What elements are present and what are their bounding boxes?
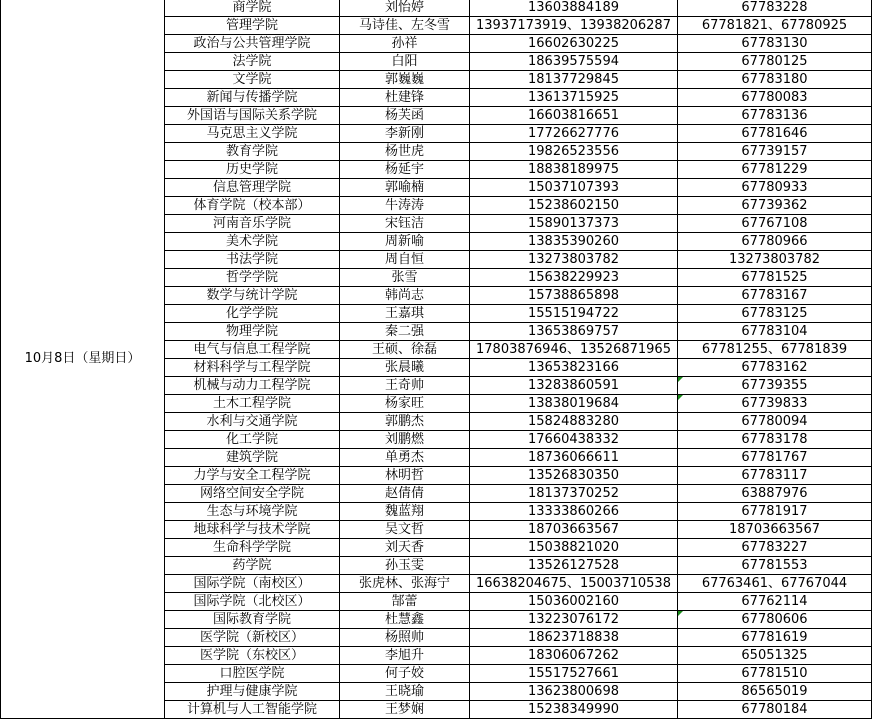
college-cell: 医学院（东校区） [165, 647, 340, 665]
office-phone-cell: 67783136 [678, 107, 872, 125]
office-phone-cell: 67783227 [678, 539, 872, 557]
college-cell: 新闻与传播学院 [165, 89, 340, 107]
college-cell: 外国语与国际关系学院 [165, 107, 340, 125]
contact-cell: 李新刚 [340, 125, 470, 143]
mobile-cell: 15638229923 [470, 269, 678, 287]
mobile-cell: 15890137373 [470, 215, 678, 233]
mobile-cell: 18623718838 [470, 629, 678, 647]
college-cell: 体育学院（校本部） [165, 197, 340, 215]
office-phone-cell: 67739355 [678, 377, 872, 395]
college-cell: 材料科学与工程学院 [165, 359, 340, 377]
mobile-cell: 18703663567 [470, 521, 678, 539]
office-phone-cell: 63887976 [678, 485, 872, 503]
contact-cell: 周新喻 [340, 233, 470, 251]
table-body [1, 0, 872, 719]
college-cell: 口腔医学院 [165, 665, 340, 683]
mobile-cell: 13653823166 [470, 359, 678, 377]
college-cell: 马克思主义学院 [165, 125, 340, 143]
contact-cell: 单勇杰 [340, 449, 470, 467]
contact-cell: 张雪 [340, 269, 470, 287]
office-phone-cell: 67780125 [678, 53, 872, 71]
office-phone-cell: 67783228 [678, 0, 872, 17]
mobile-cell: 13526830350 [470, 467, 678, 485]
contact-cell: 杜慧鑫 [340, 611, 470, 629]
college-cell: 法学院 [165, 53, 340, 71]
contact-cell: 刘怡婷 [340, 0, 470, 17]
contact-cell: 孙玉雯 [340, 557, 470, 575]
mobile-cell: 19826523556 [470, 143, 678, 161]
office-phone-cell: 18703663567 [678, 521, 872, 539]
mobile-cell: 13937173919、13938206287 [470, 17, 678, 35]
office-phone-cell: 67739362 [678, 197, 872, 215]
mobile-cell: 13613715925 [470, 89, 678, 107]
contact-cell: 王晓瑜 [340, 683, 470, 701]
contact-cell: 李旭升 [340, 647, 470, 665]
office-phone-cell: 67763461、67767044 [678, 575, 872, 593]
contact-cell: 秦二强 [340, 323, 470, 341]
contact-cell: 魏蓝翔 [340, 503, 470, 521]
office-phone-cell: 67783162 [678, 359, 872, 377]
mobile-cell: 15515194722 [470, 305, 678, 323]
college-cell: 药学院 [165, 557, 340, 575]
office-phone-cell: 67783180 [678, 71, 872, 89]
college-cell: 化工学院 [165, 431, 340, 449]
office-phone-cell: 86565019 [678, 683, 872, 701]
contact-cell: 杨世虎 [340, 143, 470, 161]
contact-cell: 郭鹏杰 [340, 413, 470, 431]
college-cell: 历史学院 [165, 161, 340, 179]
office-phone-cell: 67783178 [678, 431, 872, 449]
office-phone-cell: 67783104 [678, 323, 872, 341]
office-phone-cell: 67783167 [678, 287, 872, 305]
college-cell: 水利与交通学院 [165, 413, 340, 431]
mobile-cell: 17726627776 [470, 125, 678, 143]
contact-cell: 杨延宇 [340, 161, 470, 179]
mobile-cell: 15238349990 [470, 701, 678, 719]
contact-cell: 郭巍巍 [340, 71, 470, 89]
office-phone-cell: 67781525 [678, 269, 872, 287]
mobile-cell: 13273803782 [470, 251, 678, 269]
contact-cell: 刘鹏燃 [340, 431, 470, 449]
contact-cell: 郜蕾 [340, 593, 470, 611]
office-phone-cell: 67781510 [678, 665, 872, 683]
office-phone-cell: 67781767 [678, 449, 872, 467]
mobile-cell: 16602630225 [470, 35, 678, 53]
office-phone-cell: 67739833 [678, 395, 872, 413]
college-cell: 书法学院 [165, 251, 340, 269]
college-cell: 物理学院 [165, 323, 340, 341]
college-cell: 生命科学学院 [165, 539, 340, 557]
contact-cell: 杨家旺 [340, 395, 470, 413]
contact-cell: 王梦娴 [340, 701, 470, 719]
mobile-cell: 16603816651 [470, 107, 678, 125]
office-phone-cell: 67781917 [678, 503, 872, 521]
college-cell: 哲学学院 [165, 269, 340, 287]
contact-cell: 王奇帅 [340, 377, 470, 395]
mobile-cell: 13223076172 [470, 611, 678, 629]
contact-cell: 何子姣 [340, 665, 470, 683]
college-cell: 力学与安全工程学院 [165, 467, 340, 485]
office-phone-cell: 67739157 [678, 143, 872, 161]
contact-cell: 韩尚志 [340, 287, 470, 305]
table-row [1, 0, 872, 17]
contact-cell: 吴文哲 [340, 521, 470, 539]
contact-cell: 王嘉琪 [340, 305, 470, 323]
college-cell: 土木工程学院 [165, 395, 340, 413]
contact-cell: 张晨曦 [340, 359, 470, 377]
college-cell: 国际学院（北校区） [165, 593, 340, 611]
office-phone-cell: 67781646 [678, 125, 872, 143]
college-cell: 化学学院 [165, 305, 340, 323]
office-phone-cell: 67781619 [678, 629, 872, 647]
mobile-cell: 13283860591 [470, 377, 678, 395]
mobile-cell: 18639575594 [470, 53, 678, 71]
college-cell: 计算机与人工智能学院 [165, 701, 340, 719]
mobile-cell: 15036002160 [470, 593, 678, 611]
contact-cell: 张虎林、张海宁 [340, 575, 470, 593]
college-cell: 地球科学与技术学院 [165, 521, 340, 539]
contact-cell: 刘天香 [340, 539, 470, 557]
mobile-cell: 15738865898 [470, 287, 678, 305]
office-phone-cell: 67780184 [678, 701, 872, 719]
contact-cell: 林明哲 [340, 467, 470, 485]
mobile-cell: 13333860266 [470, 503, 678, 521]
mobile-cell: 18137729845 [470, 71, 678, 89]
college-cell: 教育学院 [165, 143, 340, 161]
contact-cell: 孙祥 [340, 35, 470, 53]
contact-cell: 杜建锋 [340, 89, 470, 107]
office-phone-cell: 67781255、67781839 [678, 341, 872, 359]
college-cell: 医学院（新校区） [165, 629, 340, 647]
college-cell: 电气与信息工程学院 [165, 341, 340, 359]
mobile-cell: 18736066611 [470, 449, 678, 467]
office-phone-cell: 67762114 [678, 593, 872, 611]
office-phone-cell: 67783125 [678, 305, 872, 323]
mobile-cell: 16638204675、15003710538 [470, 575, 678, 593]
office-phone-cell: 67780094 [678, 413, 872, 431]
college-cell: 网络空间安全学院 [165, 485, 340, 503]
contact-cell: 赵倩倩 [340, 485, 470, 503]
contact-cell: 杨芙函 [340, 107, 470, 125]
mobile-cell: 17803876946、13526871965 [470, 341, 678, 359]
contact-cell: 周自恒 [340, 251, 470, 269]
college-cell: 护理与健康学院 [165, 683, 340, 701]
office-phone-cell: 65051325 [678, 647, 872, 665]
office-phone-cell: 67783117 [678, 467, 872, 485]
contact-cell: 牛涛涛 [340, 197, 470, 215]
mobile-cell: 15238602150 [470, 197, 678, 215]
college-cell: 建筑学院 [165, 449, 340, 467]
college-cell: 河南音乐学院 [165, 215, 340, 233]
mobile-cell: 13623800698 [470, 683, 678, 701]
office-phone-cell: 67780966 [678, 233, 872, 251]
mobile-cell: 15824883280 [470, 413, 678, 431]
mobile-cell: 13653869757 [470, 323, 678, 341]
office-phone-cell: 67780933 [678, 179, 872, 197]
college-cell: 机械与动力工程学院 [165, 377, 340, 395]
office-phone-cell: 67780083 [678, 89, 872, 107]
office-phone-cell: 67781553 [678, 557, 872, 575]
college-cell: 信息管理学院 [165, 179, 340, 197]
college-cell: 政治与公共管理学院 [165, 35, 340, 53]
contact-cell: 宋钰洁 [340, 215, 470, 233]
mobile-cell: 13526127528 [470, 557, 678, 575]
mobile-cell: 15037107393 [470, 179, 678, 197]
date-cell: 10月8日（星期日） [1, 0, 165, 719]
college-cell: 国际学院（南校区） [165, 575, 340, 593]
contact-cell: 杨照帅 [340, 629, 470, 647]
college-cell: 文学院 [165, 71, 340, 89]
office-phone-cell: 67781229 [678, 161, 872, 179]
office-phone-cell: 67767108 [678, 215, 872, 233]
contact-cell: 郭喻楠 [340, 179, 470, 197]
mobile-cell: 15038821020 [470, 539, 678, 557]
mobile-cell: 18137370252 [470, 485, 678, 503]
mobile-cell: 18838189975 [470, 161, 678, 179]
mobile-cell: 13835390260 [470, 233, 678, 251]
mobile-cell: 15517527661 [470, 665, 678, 683]
contact-cell: 马诗佳、左冬雪 [340, 17, 470, 35]
college-cell: 商学院 [165, 0, 340, 17]
contact-cell: 白阳 [340, 53, 470, 71]
mobile-cell: 13603884189 [470, 0, 678, 17]
contact-cell: 王硕、徐磊 [340, 341, 470, 359]
college-cell: 管理学院 [165, 17, 340, 35]
college-cell: 国际教育学院 [165, 611, 340, 629]
college-cell: 生态与环境学院 [165, 503, 340, 521]
office-phone-cell: 67781821、67780925 [678, 17, 872, 35]
mobile-cell: 18306067262 [470, 647, 678, 665]
mobile-cell: 17660438332 [470, 431, 678, 449]
mobile-cell: 13838019684 [470, 395, 678, 413]
college-cell: 数学与统计学院 [165, 287, 340, 305]
office-phone-cell: 67780606 [678, 611, 872, 629]
office-phone-cell: 67783130 [678, 35, 872, 53]
college-cell: 美术学院 [165, 233, 340, 251]
office-phone-cell: 13273803782 [678, 251, 872, 269]
